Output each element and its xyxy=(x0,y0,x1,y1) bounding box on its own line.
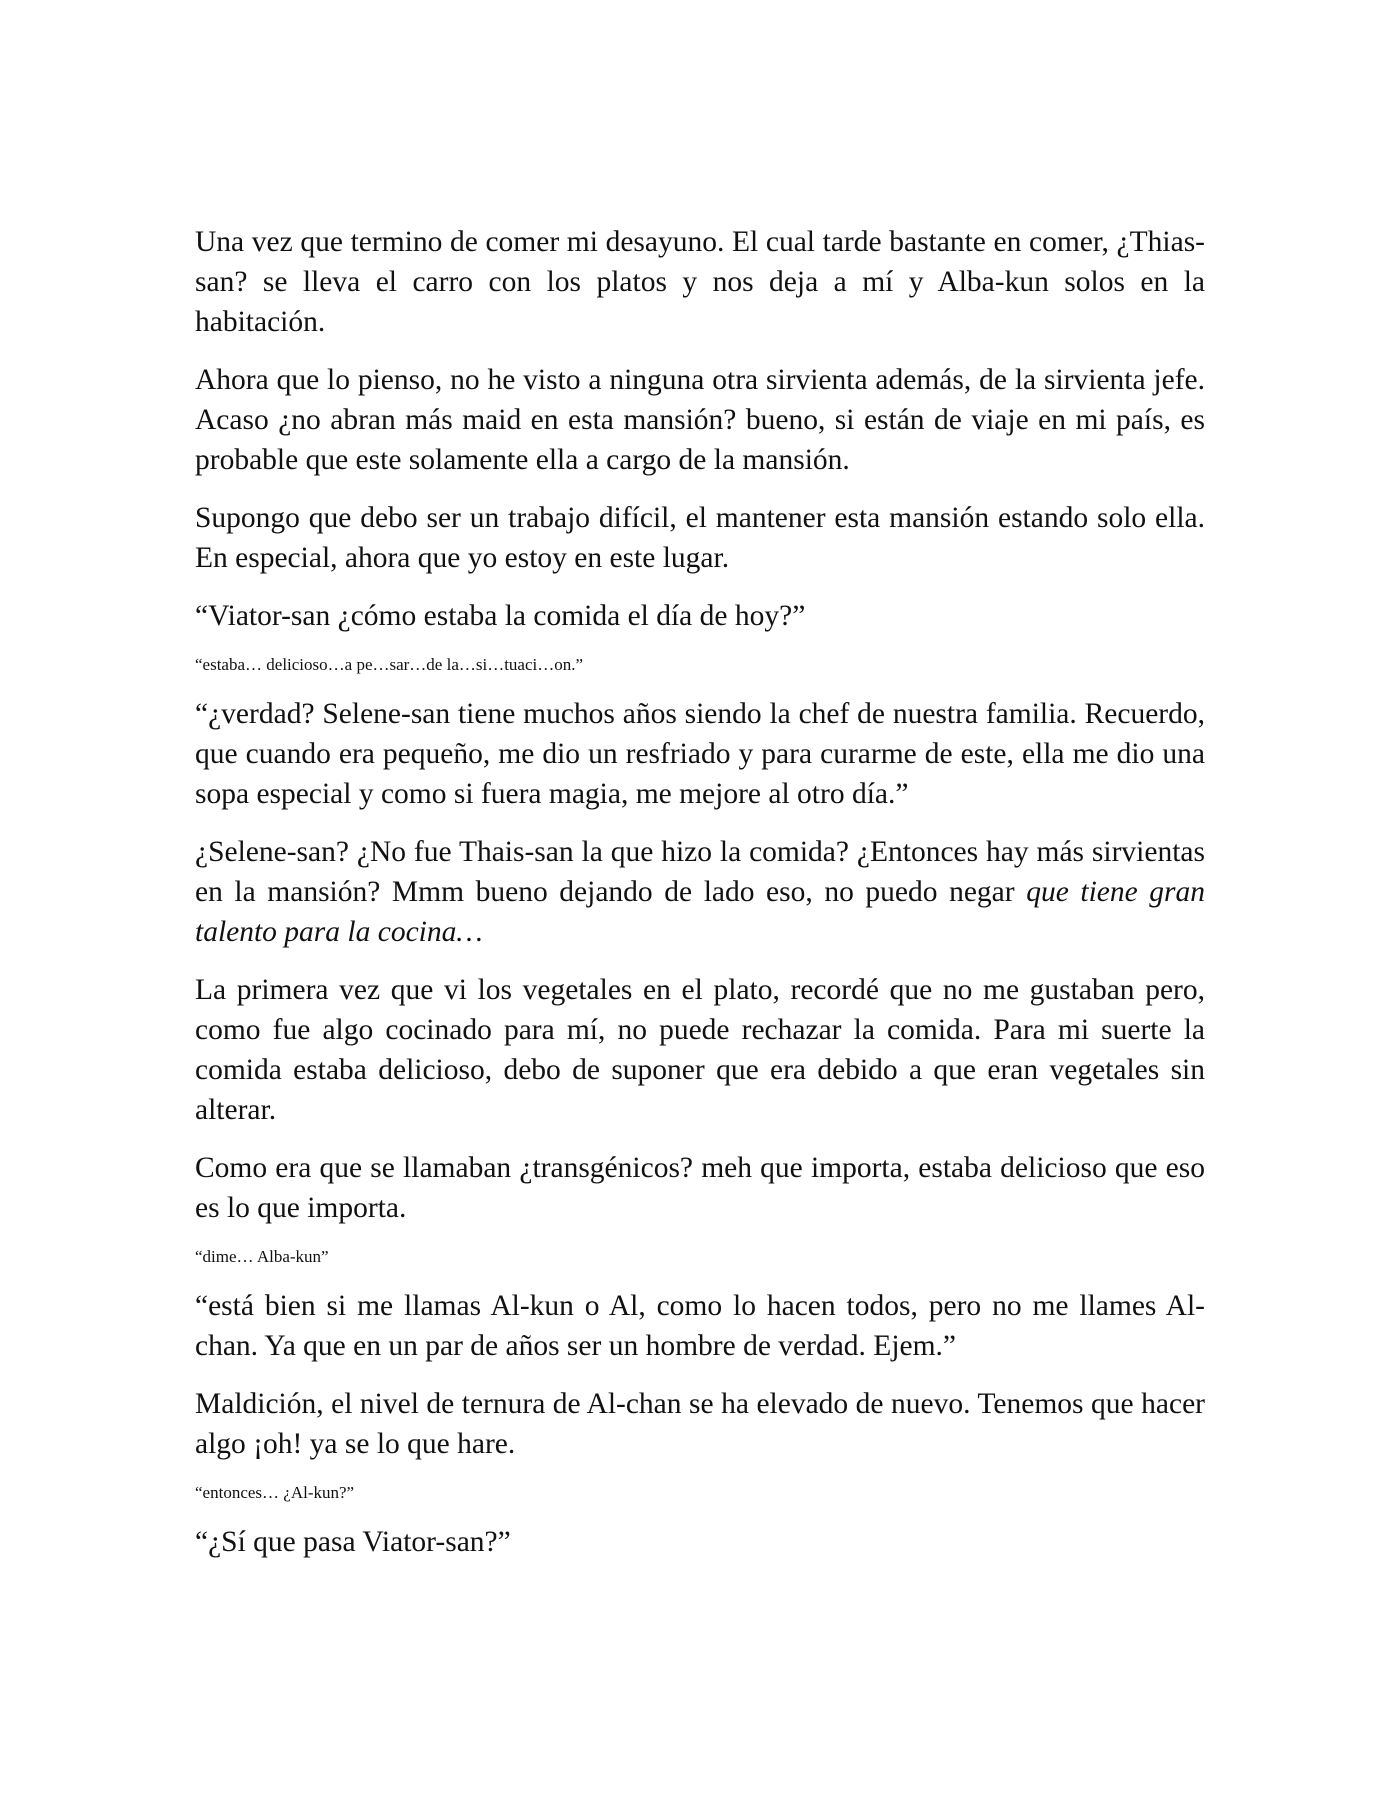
paragraph-narration-6: Como era que se llamaban ¿transgénicos? meh que importa, estaba delicioso que eso es lo que importa. xyxy=(195,1152,1205,1224)
document-page xyxy=(195,222,1205,1562)
dialogue-whisper-2: “dime… Alba-kun” xyxy=(195,1247,329,1266)
paragraph-narration-1: Una vez que termino de comer mi desayuno. El cual tarde bastante en comer, ¿Thias-san? se lleva el carro con los platos y nos deja a mí y Alba-kun solos en la habitación. xyxy=(195,226,1205,338)
paragraph-narration-2: Ahora que lo pienso, no he visto a ninguna otra sirvienta además, de la sirvienta jefe. Acaso ¿no abran más maid en esta mansión? bueno, si están de viaje en mi país, es probable que este solamente ella a cargo de la mansión. xyxy=(195,364,1205,476)
paragraph-narration-4 xyxy=(195,832,1205,952)
dialogue-line-3: “está bien si me llamas Al-kun o Al, como lo hacen todos, pero no me llames Al-chan. Ya que en un par de años ser un hombre de verdad. Ejem.” xyxy=(195,1290,1205,1362)
dialogue-line-4: “¿Sí que pasa Viator-san?” xyxy=(195,1526,511,1558)
dialogue-whisper-1: “estaba… delicioso…a pe…sar…de la…si…tuaci…on.” xyxy=(195,655,584,674)
dialogue-whisper-3: “entonces… ¿Al-kun?” xyxy=(195,1483,355,1502)
dialogue-line-1: “Viator-san ¿cómo estaba la comida el día de hoy?” xyxy=(195,600,806,632)
paragraph-narration-3: Supongo que debo ser un trabajo difícil, el mantener esta mansión estando solo ella. En especial, ahora que yo estoy en este lugar. xyxy=(195,502,1205,574)
narration-4-italic: que tiene gran talento para la cocina… xyxy=(195,876,1206,948)
dialogue-line-2: “¿verdad? Selene-san tiene muchos años siendo la chef de nuestra familia. Recuerdo, que cuando era pequeño, me dio un resfriado y para curarme de este, ella me dio una sopa especial y como si fuera magia, me mejore al otro día.” xyxy=(195,698,1205,810)
paragraph-narration-7: Maldición, el nivel de ternura de Al-chan se ha elevado de nuevo. Tenemos que hacer algo ¡oh! ya se lo que hare. xyxy=(195,1388,1205,1460)
narration-4-text: ¿Selene-san? ¿No fue Thais-san la que hizo la comida? ¿Entonces hay más sirvientas en la mansión? Mmm bueno dejando de lado eso, no puedo negar xyxy=(195,836,1205,908)
paragraph-narration-5: La primera vez que vi los vegetales en el plato, recordé que no me gustaban pero, como fue algo cocinado para mí, no puede rechazar la comida. Para mi suerte la comida estaba delicioso, debo de suponer que era debido a que eran vegetales sin alterar. xyxy=(195,974,1205,1126)
